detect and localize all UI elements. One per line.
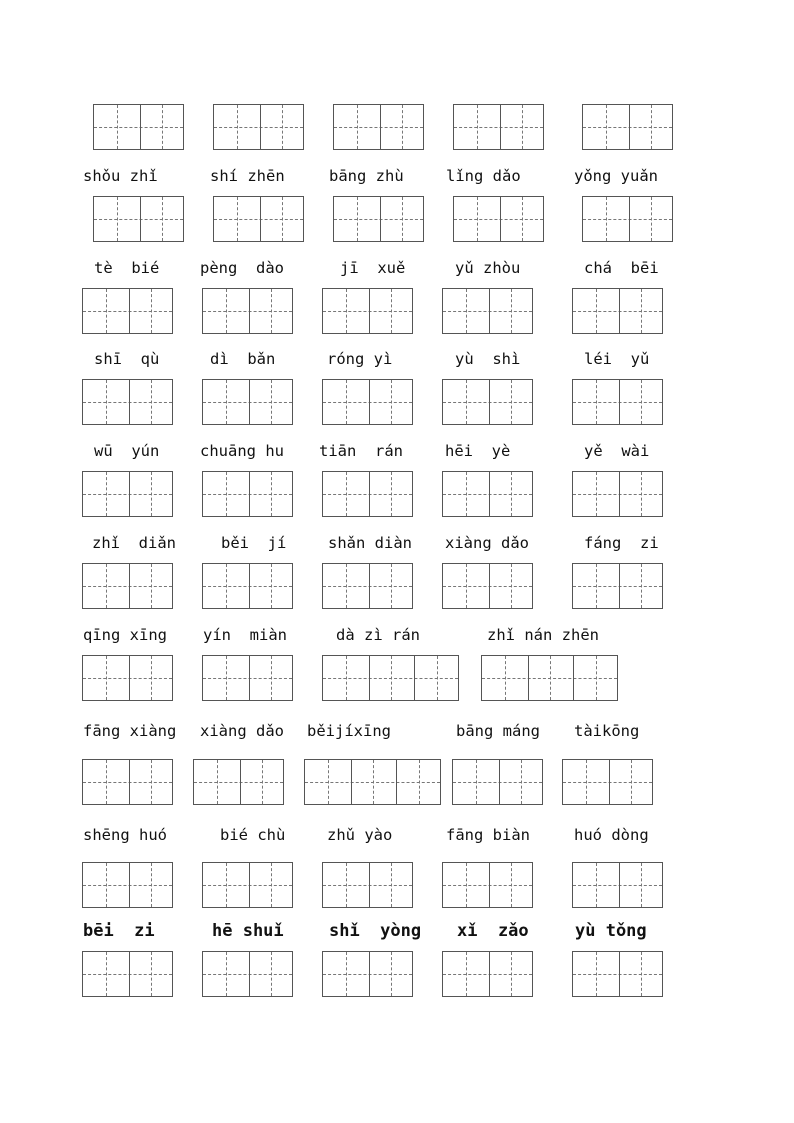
pinyin-label: tè bié <box>94 259 160 277</box>
writing-grid-box <box>453 196 544 242</box>
writing-grid-box <box>572 288 663 334</box>
writing-grid-box <box>453 104 544 150</box>
pinyin-label: shǒu zhǐ <box>83 167 158 185</box>
pinyin-label: qīng xīng <box>83 626 167 644</box>
pinyin-label: yín miàn <box>203 626 287 644</box>
writing-grid-box <box>442 862 533 908</box>
pinyin-label: zhǐ nán zhēn <box>487 626 599 644</box>
writing-grid-box <box>572 862 663 908</box>
pinyin-label: léi yǔ <box>584 350 650 368</box>
pinyin-label: yě wài <box>584 442 650 460</box>
writing-grid-box <box>93 104 184 150</box>
writing-grid-box <box>82 951 173 997</box>
pinyin-label: pèng dào <box>200 259 284 277</box>
pinyin-label: hē shuǐ <box>212 921 284 941</box>
writing-grid-box <box>82 563 173 609</box>
writing-grid-box <box>82 288 173 334</box>
writing-grid-box <box>572 471 663 517</box>
pinyin-label: chuāng hu <box>200 442 284 460</box>
pinyin-label: shēng huó <box>83 826 167 844</box>
writing-grid-box <box>322 655 459 701</box>
pinyin-label: bēi zi <box>83 921 155 941</box>
writing-grid-box <box>82 655 173 701</box>
pinyin-label: wū yún <box>94 442 160 460</box>
writing-grid-box <box>322 379 413 425</box>
pinyin-label: dì bǎn <box>210 350 276 368</box>
writing-grid-box <box>82 379 173 425</box>
pinyin-label: fáng zi <box>584 534 659 552</box>
pinyin-label: yǔ zhòu <box>455 259 521 277</box>
writing-grid-box <box>442 951 533 997</box>
writing-grid-box <box>82 759 173 805</box>
pinyin-label: fāng xiàng <box>83 722 177 740</box>
pinyin-label: dà zì rán <box>336 626 420 644</box>
writing-grid-box <box>333 196 424 242</box>
pinyin-label: zhǔ yào <box>327 826 393 844</box>
pinyin-label: huó dòng <box>574 826 649 844</box>
writing-grid-box <box>322 862 413 908</box>
writing-grid-box <box>582 196 673 242</box>
writing-grid-box <box>442 471 533 517</box>
writing-grid-box <box>442 288 533 334</box>
writing-grid-box <box>333 104 424 150</box>
writing-grid-box <box>213 104 304 150</box>
pinyin-label: jī xuě <box>340 259 406 277</box>
writing-grid-box <box>322 471 413 517</box>
writing-grid-box <box>82 862 173 908</box>
writing-grid-box <box>322 563 413 609</box>
pinyin-label: shí zhēn <box>210 167 285 185</box>
writing-grid-box <box>213 196 304 242</box>
writing-grid-box <box>442 563 533 609</box>
writing-grid-box <box>82 471 173 517</box>
pinyin-label: xǐ zǎo <box>457 921 529 941</box>
pinyin-label: shī qù <box>94 350 160 368</box>
writing-grid-box <box>322 951 413 997</box>
writing-grid-box <box>304 759 441 805</box>
pinyin-label: chá bēi <box>584 259 659 277</box>
pinyin-label: fāng biàn <box>446 826 530 844</box>
writing-grid-box <box>202 288 293 334</box>
pinyin-label: shǎn diàn <box>328 534 412 552</box>
pinyin-label: bāng zhù <box>329 167 404 185</box>
pinyin-label: shǐ yòng <box>329 921 422 941</box>
writing-grid-box <box>572 379 663 425</box>
pinyin-label: yù shì <box>455 350 521 368</box>
pinyin-label: zhǐ diǎn <box>92 534 176 552</box>
writing-grid-box <box>572 951 663 997</box>
pinyin-label: xiàng dǎo <box>445 534 529 552</box>
pinyin-label: bāng máng <box>456 722 540 740</box>
writing-grid-box <box>481 655 618 701</box>
writing-grid-box <box>562 759 653 805</box>
writing-grid-box <box>582 104 673 150</box>
writing-grid-box <box>202 655 293 701</box>
writing-grid-box <box>202 563 293 609</box>
pinyin-label: bié chù <box>220 826 286 844</box>
writing-grid-box <box>572 563 663 609</box>
pinyin-label: běijíxīng <box>307 722 391 740</box>
writing-grid-box <box>202 379 293 425</box>
pinyin-label: lǐng dǎo <box>446 167 521 185</box>
writing-grid-box <box>202 471 293 517</box>
writing-grid-box <box>452 759 543 805</box>
pinyin-label: běi jí <box>221 534 287 552</box>
pinyin-label: tàikōng <box>574 722 640 740</box>
writing-grid-box <box>442 379 533 425</box>
pinyin-label: hēi yè <box>445 442 511 460</box>
pinyin-label: yù tǒng <box>575 921 647 941</box>
pinyin-label: xiàng dǎo <box>200 722 284 740</box>
pinyin-label: yǒng yuǎn <box>574 167 658 185</box>
writing-grid-box <box>93 196 184 242</box>
writing-grid-box <box>202 862 293 908</box>
pinyin-label: róng yì <box>327 350 393 368</box>
writing-grid-box <box>193 759 284 805</box>
writing-grid-box <box>322 288 413 334</box>
writing-grid-box <box>202 951 293 997</box>
pinyin-label: tiān rán <box>319 442 403 460</box>
